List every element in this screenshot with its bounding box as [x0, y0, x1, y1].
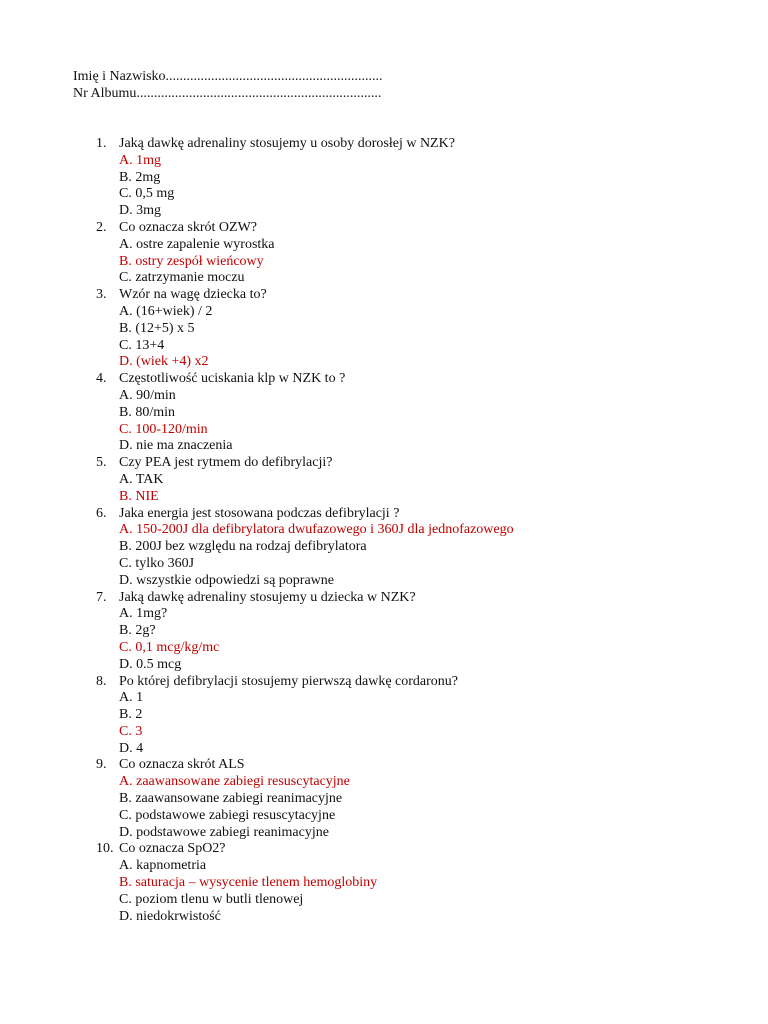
answer-option-correct: B. saturacja – wysycenie tlenem hemoglobiny — [119, 875, 378, 891]
question-number: 1. — [96, 136, 107, 151]
question-4 — [0, 371, 768, 455]
question-7 — [0, 590, 768, 674]
album-number-line: Nr Albumu...................................................................... — [73, 86, 382, 101]
answer-option: A. (16+wiek) / 2 — [119, 303, 213, 319]
answer-option: D. niedokrwistość — [119, 908, 221, 924]
answer-option: C. podstawowe zabiegi resuscytacyjne — [119, 807, 336, 823]
question-number: 4. — [96, 371, 107, 387]
question-9 — [0, 757, 768, 841]
answer-option: D. nie ma znaczenia — [119, 438, 233, 454]
question-number: 7. — [96, 589, 107, 605]
answer-option: C. 13+4 — [119, 337, 165, 353]
question-text: Czy PEA jest rytmem do defibrylacji? — [119, 455, 333, 471]
question-list — [0, 136, 768, 925]
answer-option: B. 80/min — [119, 404, 176, 420]
answer-option-correct: C. 0,1 mcg/kg/mc — [119, 639, 220, 655]
answer-option: A. 1mg? — [119, 606, 168, 622]
name-field-line: Imię i Nazwisko.............................................................. — [73, 69, 383, 84]
question-line — [0, 674, 768, 691]
question-number: 8. — [96, 673, 107, 689]
question-text: Wzór na wagę dziecka to? — [119, 287, 267, 303]
answer-option: B. 2mg — [119, 169, 161, 185]
answer-option: A. kapnometria — [119, 858, 207, 874]
question-number: 6. — [96, 505, 107, 521]
question-number: 2. — [96, 219, 107, 235]
question-text: Jaka energia jest stosowana podczas defibrylacji ? — [119, 505, 400, 521]
question-text: Jaką dawkę adrenaliny stosujemy u dziecka w NZK? — [119, 589, 416, 605]
question-3 — [0, 287, 768, 371]
question-line — [0, 590, 768, 607]
question-line — [0, 220, 768, 237]
answer-option: D. podstawowe zabiegi reanimacyjne — [119, 824, 329, 840]
question-text: Jaką dawkę adrenaliny stosujemy u osoby dorosłej w NZK? — [119, 136, 455, 151]
answer-option: C. poziom tlenu w butli tlenowej — [119, 891, 304, 907]
answer-option: D. 3mg — [119, 203, 161, 219]
question-line — [0, 287, 768, 304]
question-number: 3. — [96, 287, 107, 303]
answer-option: D. 4 — [119, 740, 144, 756]
answer-option: A. TAK — [119, 471, 164, 487]
answer-option: B. 2g? — [119, 623, 156, 639]
question-6 — [0, 506, 768, 590]
answer-option-correct: C. 3 — [119, 723, 143, 739]
answer-option: C. zatrzymanie moczu — [119, 270, 245, 286]
question-5 — [0, 455, 768, 505]
question-text: Częstotliwość uciskania klp w NZK to ? — [119, 371, 346, 387]
answer-option-correct: B. NIE — [119, 488, 159, 504]
question-10 — [0, 841, 768, 925]
question-line — [0, 371, 768, 388]
answer-option-correct: D. (wiek +4) x2 — [119, 354, 209, 370]
answer-option-correct: A. 150-200J dla defibrylatora dwufazowego i 360J dla jednofazowego — [119, 522, 514, 538]
answer-option: D. 0.5 mcg — [119, 656, 182, 672]
answer-option: B. zaawansowane zabiegi reanimacyjne — [119, 791, 343, 807]
question-number: 9. — [96, 757, 107, 773]
answer-option: A. 90/min — [119, 387, 176, 403]
answer-option: B. (12+5) x 5 — [119, 320, 195, 336]
answer-option: C. tylko 360J — [119, 555, 195, 571]
question-text: Co oznacza SpO2? — [119, 841, 226, 857]
question-line — [0, 136, 768, 153]
question-2 — [0, 220, 768, 287]
question-line — [0, 841, 768, 858]
question-1 — [0, 136, 768, 220]
answer-option-correct: C. 100-120/min — [119, 421, 208, 437]
question-text: Po której defibrylacji stosujemy pierwszą dawkę cordaronu? — [119, 673, 459, 689]
answer-option: C. 0,5 mg — [119, 186, 175, 202]
answer-option: A. 1 — [119, 690, 144, 706]
answer-option: B. 200J bez względu na rodzaj defibrylatora — [119, 539, 367, 555]
question-number: 5. — [96, 455, 107, 471]
answer-option-correct: A. zaawansowane zabiegi resuscytacyjne — [119, 774, 350, 790]
answer-option-correct: B. ostry zespół wieńcowy — [119, 253, 264, 269]
answer-option: D. wszystkie odpowiedzi są poprawne — [119, 572, 335, 588]
student-header — [73, 69, 383, 103]
question-number: 10. — [96, 841, 114, 857]
question-line — [0, 455, 768, 472]
question-line — [0, 757, 768, 774]
question-8 — [0, 674, 768, 758]
answer-option-correct: A. 1mg — [119, 152, 161, 168]
question-line — [0, 506, 768, 523]
answer-option: B. 2 — [119, 707, 143, 723]
question-text: Co oznacza skrót OZW? — [119, 219, 257, 235]
answer-option: A. ostre zapalenie wyrostka — [119, 236, 275, 252]
question-text: Co oznacza skrót ALS — [119, 757, 245, 773]
